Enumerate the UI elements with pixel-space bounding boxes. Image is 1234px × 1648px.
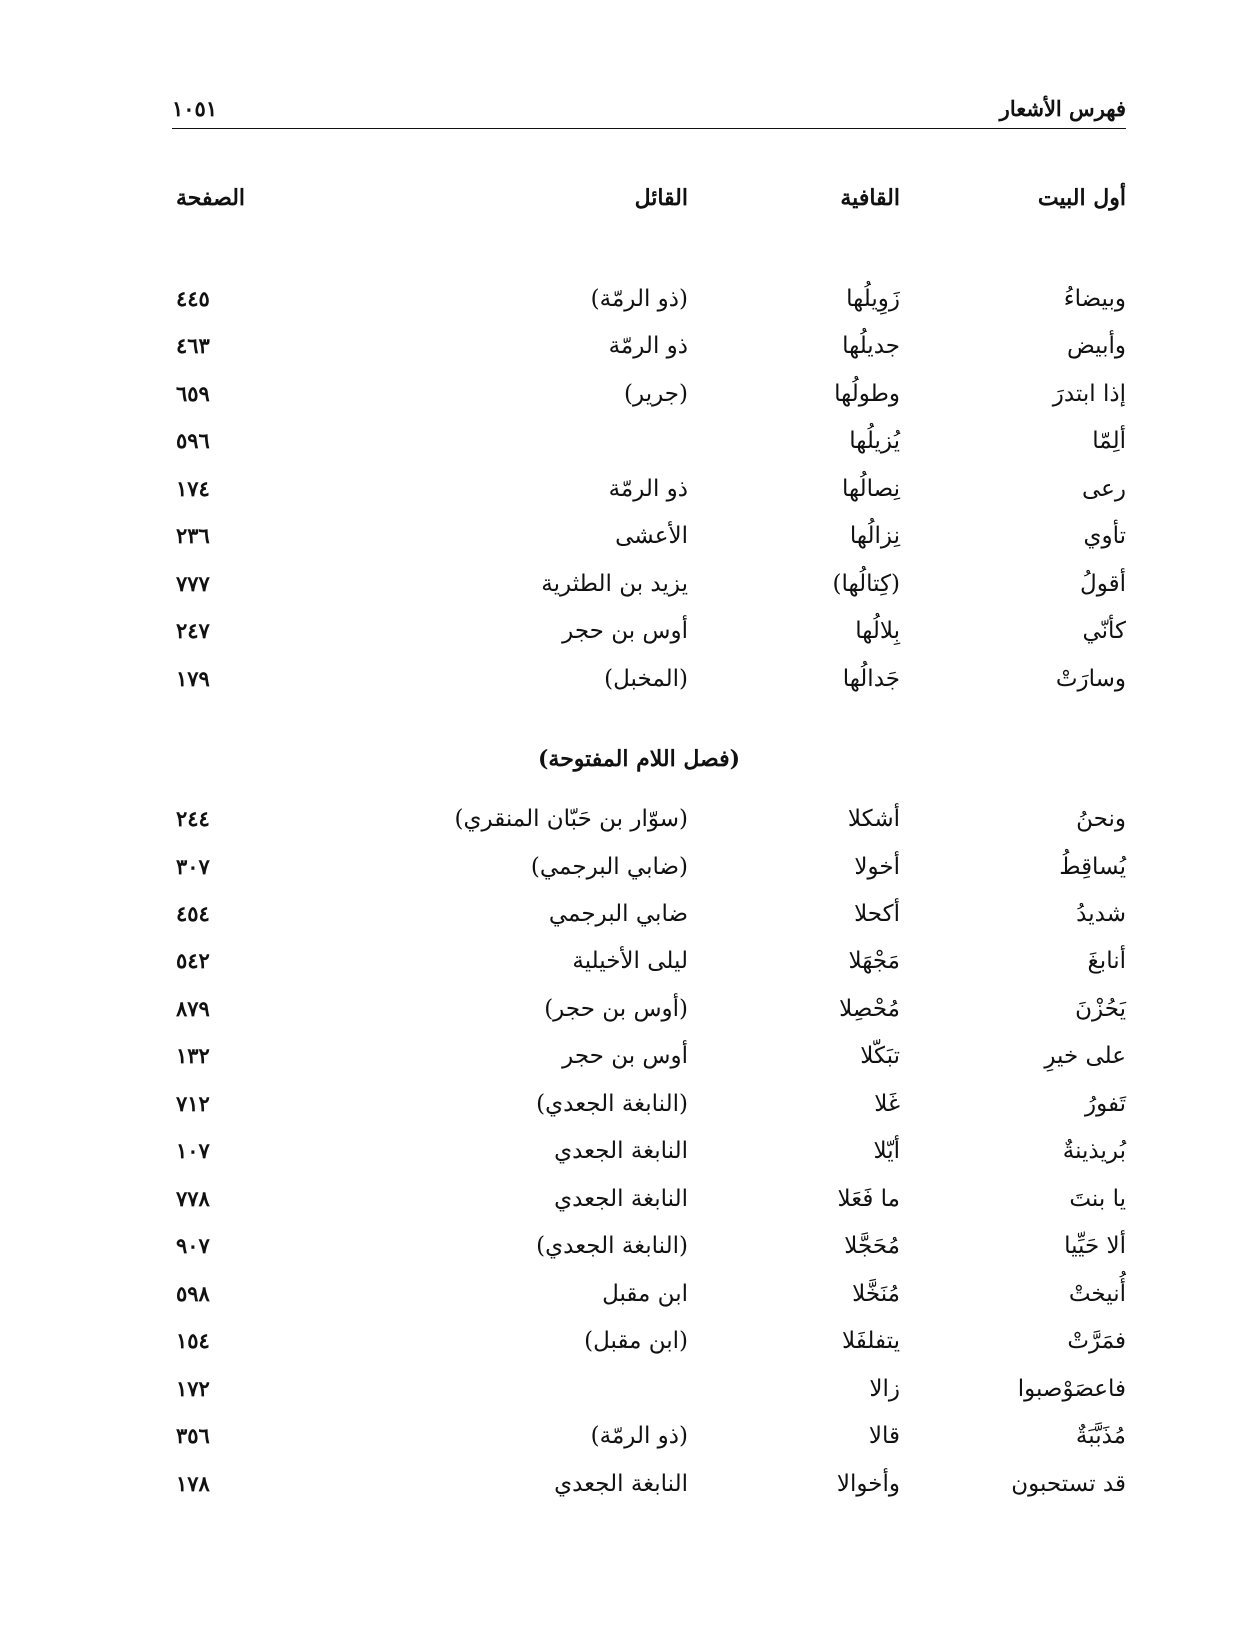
first-verse-cell: فاعصَوْصبوا	[1017, 1376, 1126, 1402]
column-header-first-verse: أول البيت	[1037, 185, 1126, 211]
first-verse-cell: إذا ابتدرَ	[1052, 381, 1126, 407]
poet-cell: أوس بن حجر	[562, 618, 688, 644]
rhyme-cell: أخولا	[854, 854, 900, 880]
poet-cell: (أوس بن حجر)	[544, 996, 688, 1022]
table-row	[172, 1471, 1126, 1511]
rhyme-cell: نِصالُها	[842, 476, 900, 502]
poet-cell: (جرير)	[624, 381, 688, 407]
header-rule	[172, 128, 1126, 129]
page-cell: ٣٠٧	[176, 854, 210, 879]
rhyme-cell: مُنَخَّلا	[852, 1281, 900, 1307]
page-cell: ١٧٩	[176, 666, 210, 691]
table-row	[172, 286, 1126, 326]
rhyme-cell: نِزالُها	[849, 523, 900, 549]
section-title-text: (فصل اللام المفتوحة)	[537, 746, 741, 772]
table-row	[172, 381, 1126, 421]
page-cell: ١٧٢	[176, 1376, 210, 1401]
page-cell: ١٧٤	[176, 476, 210, 501]
page-cell: ١٥٤	[176, 1328, 210, 1353]
section-title	[172, 746, 1126, 772]
first-verse-cell: قد تستحبون	[1011, 1471, 1126, 1497]
first-verse-cell: أنابغَ	[1087, 948, 1126, 974]
poet-cell: النابغة الجعدي	[554, 1471, 688, 1497]
rhyme-cell: (كِتالُها)	[832, 571, 900, 597]
first-verse-cell: بُريذينةٌ	[1062, 1138, 1126, 1164]
first-verse-cell: كأنّي	[1082, 618, 1126, 644]
table-header	[172, 185, 1126, 225]
table-row	[172, 1091, 1126, 1131]
page-cell: ١٣٢	[176, 1043, 210, 1068]
poet-cell: ذو الرمّة	[608, 476, 688, 502]
table-row	[172, 854, 1126, 894]
poet-cell: (ضابي البرجمي)	[530, 854, 688, 880]
first-verse-cell: وبيضاءُ	[1063, 286, 1126, 312]
page-cell: ١٠٧	[176, 1138, 210, 1163]
first-verse-cell: رعى	[1081, 476, 1126, 502]
table-row	[172, 333, 1126, 373]
page-cell: ٩٠٧	[176, 1233, 210, 1258]
table-row	[172, 523, 1126, 563]
table-row	[172, 1376, 1126, 1416]
poet-cell: (النابغة الجعدي)	[536, 1091, 688, 1117]
first-verse-cell: وأبيض	[1066, 333, 1126, 359]
table-row	[172, 571, 1126, 611]
page-cell: ٧١٢	[176, 1091, 210, 1116]
rhyme-cell: أكحلا	[854, 901, 900, 927]
poet-cell: النابغة الجعدي	[554, 1186, 688, 1212]
rhyme-cell: وطولُها	[834, 381, 900, 407]
table-row	[172, 666, 1126, 706]
table-row	[172, 948, 1126, 988]
poet-cell: ضابي البرجمي	[548, 901, 688, 927]
table-row	[172, 1186, 1126, 1226]
rhyme-cell: يتفلفَلا	[842, 1328, 900, 1354]
first-verse-cell: يا بنتَ	[1069, 1186, 1126, 1212]
first-verse-cell: على خيرِ	[1044, 1043, 1126, 1069]
rhyme-cell: وأخوالا	[836, 1471, 900, 1497]
page-cell: ١٧٨	[176, 1471, 210, 1496]
poet-cell: ابن مقبل	[602, 1281, 688, 1307]
rhyme-cell: مُحَجَّلا	[844, 1233, 900, 1259]
table-row	[172, 1233, 1126, 1273]
column-header-rhyme: القافية	[840, 185, 900, 211]
poet-cell: ذو الرمّة	[608, 333, 688, 359]
rhyme-cell: ما فَعَلا	[837, 1186, 900, 1212]
poet-cell: أوس بن حجر	[562, 1043, 688, 1069]
table-row	[172, 428, 1126, 468]
first-verse-cell: يَحُزْنَ	[1075, 996, 1126, 1022]
first-verse-cell: شديدُ	[1076, 901, 1126, 927]
page-cell: ٧٧٧	[176, 571, 210, 596]
page-cell: ٥٤٢	[176, 948, 210, 973]
first-verse-cell: مُذَبَّبَةٌ	[1075, 1423, 1126, 1449]
rhyme-cell: بِلالُها	[855, 618, 900, 644]
rhyme-cell: غَلا	[874, 1091, 900, 1117]
poet-cell: (ابن مقبل)	[584, 1328, 688, 1354]
poet-cell: يزيد بن الطثرية	[541, 571, 688, 597]
table-row	[172, 806, 1126, 846]
rhyme-cell: أيّلا	[873, 1138, 900, 1164]
poet-cell: (ذو الرمّة)	[590, 1423, 688, 1449]
header-title: فهرس الأشعار	[999, 96, 1126, 121]
table-row	[172, 476, 1126, 516]
poet-cell: (سوّار بن حَبّان المنقري)	[454, 806, 688, 832]
rhyme-cell: جديلُها	[842, 333, 900, 359]
first-verse-cell: ألا حَيِّيا	[1064, 1233, 1126, 1259]
rhyme-cell: مُحْصِلا	[839, 996, 900, 1022]
rhyme-cell: قالا	[868, 1423, 900, 1449]
page-cell: ٤٦٣	[176, 333, 210, 358]
page-cell: ٦٥٩	[176, 381, 210, 406]
table-row	[172, 1281, 1126, 1321]
poet-cell: الأعشى	[615, 523, 688, 549]
table-row	[172, 996, 1126, 1036]
first-verse-cell: تأوي	[1083, 523, 1126, 549]
rhyme-cell: أشكلا	[847, 806, 900, 832]
page-cell: ٧٧٨	[176, 1186, 210, 1211]
column-header-poet: القائل	[634, 185, 688, 211]
page-cell: ٥٩٦	[176, 428, 210, 453]
rhyme-cell: مَجْهَلا	[848, 948, 900, 974]
rhyme-cell: جَدالُها	[842, 666, 900, 692]
page-cell: ٤٤٥	[176, 286, 210, 311]
poet-cell: ليلى الأخيلية	[572, 948, 688, 974]
page-number: ١٠٥١	[172, 96, 218, 121]
first-verse-cell: ونحنُ	[1076, 806, 1126, 832]
page-cell: ٨٧٩	[176, 996, 210, 1021]
table-row	[172, 1043, 1126, 1083]
first-verse-cell: أُنيختْ	[1068, 1281, 1126, 1307]
first-verse-cell: يُساقِطُ	[1059, 854, 1126, 880]
first-verse-cell: ألِمّا	[1092, 428, 1126, 454]
page-cell: ٢٤٧	[176, 618, 210, 643]
page-cell: ٢٣٦	[176, 523, 210, 548]
page-cell: ٤٥٤	[176, 901, 210, 926]
poet-cell: النابغة الجعدي	[554, 1138, 688, 1164]
first-verse-cell: تَفورُ	[1084, 1091, 1126, 1117]
poet-cell: (ذو الرمّة)	[590, 286, 688, 312]
table-row	[172, 1328, 1126, 1368]
table-row	[172, 618, 1126, 658]
poet-cell: (النابغة الجعدي)	[536, 1233, 688, 1259]
table-row	[172, 901, 1126, 941]
first-verse-cell: فمَرَّتْ	[1067, 1328, 1126, 1354]
first-verse-cell: وسارَتْ	[1055, 666, 1126, 692]
table-row	[172, 1423, 1126, 1463]
page-cell: ٣٥٦	[176, 1423, 210, 1448]
page-cell: ٢٤٤	[176, 806, 210, 831]
page-cell: ٥٩٨	[176, 1281, 210, 1306]
column-header-page: الصفحة	[176, 185, 246, 211]
rhyme-cell: تبَكّلا	[860, 1043, 900, 1069]
running-header	[172, 96, 1126, 130]
poet-cell: (المخبل)	[604, 666, 688, 692]
first-verse-cell: أقولُ	[1080, 571, 1126, 597]
rhyme-cell: زالا	[869, 1376, 900, 1402]
rhyme-cell: يُزيلُها	[849, 428, 900, 454]
table-row	[172, 1138, 1126, 1178]
rhyme-cell: زَوِيلُها	[846, 286, 900, 312]
